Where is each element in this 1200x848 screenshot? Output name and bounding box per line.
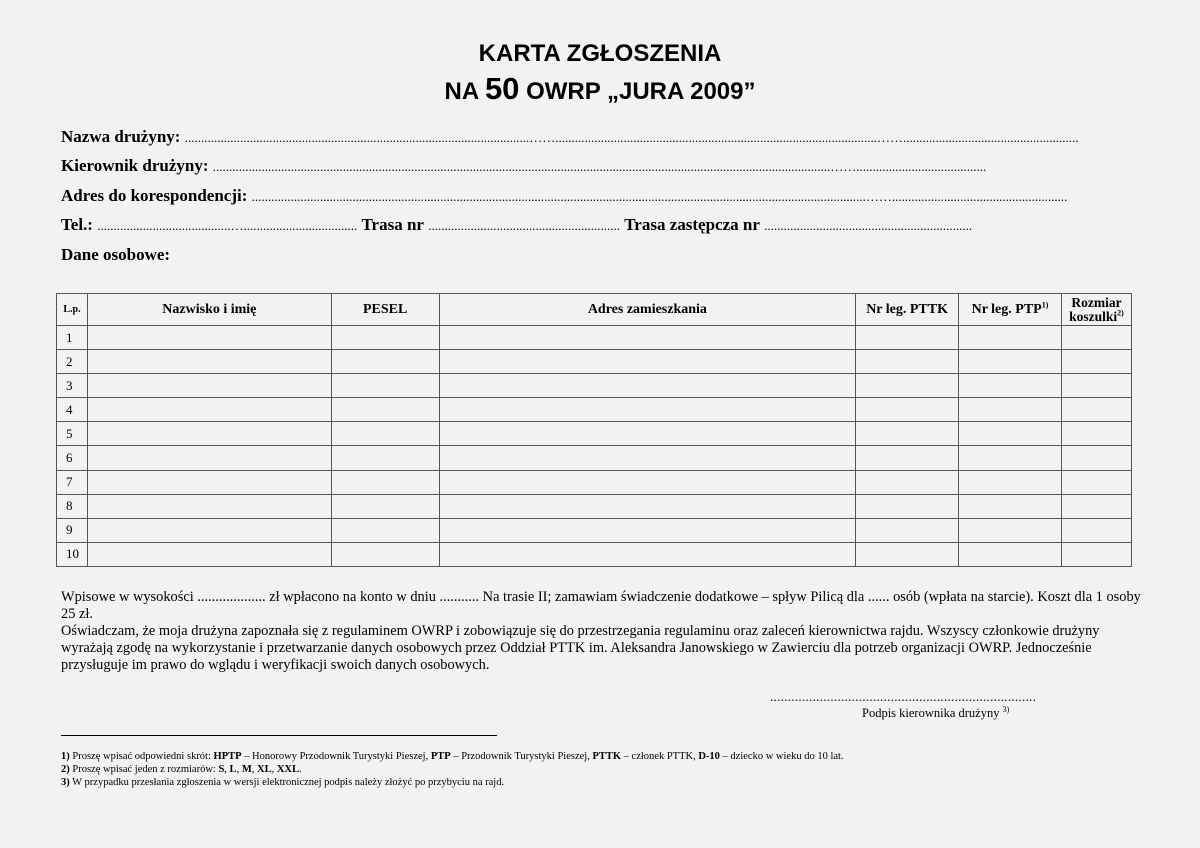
pesel-cell[interactable] — [331, 494, 439, 518]
shirt-size-cell[interactable] — [1061, 374, 1131, 398]
row-number: 7 — [57, 470, 88, 494]
row-number: 1 — [57, 326, 88, 350]
pttk-cell[interactable] — [856, 398, 959, 422]
footnote-number: 1) — [61, 751, 70, 762]
alt-route-label: Trasa zastępcza nr — [624, 215, 760, 234]
header-shirt-size: Rozmiar koszulki$^{2)}$ — [1061, 294, 1131, 326]
signature-line[interactable]: ........................................................................... — [770, 689, 1037, 704]
pesel-cell[interactable] — [331, 470, 439, 494]
footnote-text: , — [251, 764, 257, 775]
name-cell[interactable] — [87, 518, 331, 542]
table-header-row — [57, 294, 1132, 326]
row-number: 4 — [57, 398, 88, 422]
table-row — [57, 470, 1132, 494]
pttk-cell[interactable] — [856, 542, 959, 566]
footnote-3 — [61, 776, 504, 789]
participants-table — [56, 293, 1132, 567]
ptp-cell[interactable] — [959, 350, 1062, 374]
address-cell[interactable] — [439, 398, 856, 422]
tel-label: Tel.: — [61, 215, 93, 234]
row-number: 6 — [57, 446, 88, 470]
table-row — [57, 542, 1132, 566]
table-row — [57, 326, 1132, 350]
footnote-term: S — [218, 764, 225, 775]
signature-label: Podpis kierownika drużyny $^{3)}$ — [862, 704, 1010, 720]
name-cell[interactable] — [87, 326, 331, 350]
table-row — [57, 518, 1132, 542]
shirt-size-cell[interactable] — [1061, 350, 1131, 374]
footnote-number: 2) — [61, 764, 70, 775]
pttk-cell[interactable] — [856, 374, 959, 398]
footnote-text: – członek PTTK, — [621, 751, 699, 762]
team-leader-label: Kierownik drużyny: — [61, 156, 209, 175]
footnote-text: , — [236, 764, 242, 775]
footnote-text: – Przodownik Turystyki Pieszej, — [450, 751, 593, 762]
footnote-text: , — [224, 764, 230, 775]
pttk-cell[interactable] — [856, 422, 959, 446]
address-cell[interactable] — [439, 374, 856, 398]
pesel-cell[interactable] — [331, 542, 439, 566]
footnote-term: HPTP — [213, 751, 242, 762]
footnote-term: XL — [256, 764, 272, 775]
footnote-term: L — [229, 764, 237, 775]
form-title: KARTA ZGŁOSZENIA — [478, 40, 722, 67]
table-row — [57, 494, 1132, 518]
shirt-size-cell[interactable] — [1061, 470, 1131, 494]
pttk-cell[interactable] — [856, 326, 959, 350]
name-cell[interactable] — [87, 470, 331, 494]
ptp-cell[interactable] — [959, 470, 1062, 494]
footnote-2 — [61, 763, 302, 776]
ptp-cell[interactable] — [959, 398, 1062, 422]
address-cell[interactable] — [439, 326, 856, 350]
row-number: 5 — [57, 422, 88, 446]
footnote-text: . — [299, 764, 302, 775]
shirt-size-cell[interactable] — [1061, 398, 1131, 422]
ptp-cell[interactable] — [959, 446, 1062, 470]
footnote-term: M — [241, 764, 252, 775]
header-pttk: Nr leg. PTTK — [856, 294, 959, 326]
correspondence-address-dots: .............................................................................................................................................................................................……...................................................... — [251, 189, 1068, 204]
row-number: 8 — [57, 494, 88, 518]
shirt-size-cell[interactable] — [1061, 326, 1131, 350]
shirt-size-cell[interactable] — [1061, 422, 1131, 446]
pttk-cell[interactable] — [856, 350, 959, 374]
table-row — [57, 374, 1132, 398]
header-ptp: Nr leg. PTP$^{1)}$ — [959, 294, 1062, 326]
shirt-size-cell[interactable] — [1061, 494, 1131, 518]
shirt-size-cell[interactable] — [1061, 518, 1131, 542]
row-number: 9 — [57, 518, 88, 542]
table-row — [57, 398, 1132, 422]
pttk-cell[interactable] — [856, 446, 959, 470]
table-row — [57, 422, 1132, 446]
ptp-cell[interactable] — [959, 374, 1062, 398]
address-cell[interactable] — [439, 470, 856, 494]
pttk-cell[interactable] — [856, 470, 959, 494]
pttk-cell[interactable] — [856, 494, 959, 518]
footnote-1 — [61, 750, 844, 763]
team-name-dots: ..........................................................................................................……...................................................................................................……...................................................... — [184, 130, 1079, 145]
shirt-size-cell[interactable] — [1061, 542, 1131, 566]
pttk-cell[interactable] — [856, 518, 959, 542]
team-name-field[interactable] — [61, 127, 1078, 148]
ptp-cell[interactable] — [959, 542, 1062, 566]
address-cell[interactable] — [439, 494, 856, 518]
footnote-term: PTP — [430, 751, 451, 762]
route-dots[interactable]: ........................................................... — [428, 218, 620, 233]
team-name-label: Nazwa drużyny: — [61, 127, 181, 146]
footnote-term: XXL — [276, 764, 299, 775]
ptp-cell[interactable] — [959, 494, 1062, 518]
footnote-divider — [61, 735, 497, 736]
pesel-cell[interactable] — [331, 350, 439, 374]
address-cell[interactable] — [439, 350, 856, 374]
team-leader-field[interactable] — [61, 156, 986, 177]
footnote-text: – Honorowy Przodownik Turystyki Pieszej, — [241, 751, 431, 762]
contact-route-row — [61, 215, 972, 236]
header-name: Nazwisko i imię — [87, 294, 331, 326]
row-number: 2 — [57, 350, 88, 374]
pesel-cell[interactable] — [331, 518, 439, 542]
footnote-text: – dziecko w wieku do 10 lat. — [719, 751, 844, 762]
pesel-cell[interactable] — [331, 446, 439, 470]
footnote-text: Proszę wpisać jeden z rozmiarów: — [69, 764, 219, 775]
fee-paragraph: Wpisowe w wysokości ................... zł wpłacono na konto w dniu ........... Na trasie II; zamawiam świadczenie dodatkowe – spływ Pilicą dla ...... osób (wpłata na starcie). Koszt dla 1 osoby 25 zł. — [61, 589, 1141, 622]
correspondence-address-field[interactable] — [61, 186, 1067, 207]
team-leader-dots: ..............................................................................................................................................................................................……........................................ — [212, 159, 987, 174]
address-cell[interactable] — [439, 542, 856, 566]
footnote-number: 3) — [61, 777, 70, 788]
header-address: Adres zamieszkania — [439, 294, 856, 326]
correspondence-address-label: Adres do korespondencji: — [61, 186, 248, 205]
address-cell[interactable] — [439, 518, 856, 542]
personal-data-heading: Dane osobowe: — [61, 245, 171, 264]
name-cell[interactable] — [87, 446, 331, 470]
ptp-cell[interactable] — [959, 326, 1062, 350]
address-cell[interactable] — [439, 446, 856, 470]
name-cell[interactable] — [87, 542, 331, 566]
name-cell[interactable] — [87, 422, 331, 446]
name-cell[interactable] — [87, 350, 331, 374]
row-number: 3 — [57, 374, 88, 398]
ptp-cell[interactable] — [959, 518, 1062, 542]
footnote-term: PTTK — [592, 751, 622, 762]
table-row — [57, 446, 1132, 470]
pesel-cell[interactable] — [331, 422, 439, 446]
pesel-cell[interactable] — [331, 398, 439, 422]
footnote-text: W przypadku przesłania zgłoszenia w wersji elektronicznej podpis należy złożyć po przybyciu na rajd. — [69, 777, 505, 788]
name-cell[interactable] — [87, 374, 331, 398]
footnote-text: Proszę wpisać odpowiedni skrót: — [69, 751, 214, 762]
tel-dots[interactable]: .........................................…................................... — [97, 218, 358, 233]
shirt-size-cell[interactable] — [1061, 446, 1131, 470]
address-cell[interactable] — [439, 422, 856, 446]
edition-number: 50 — [484, 71, 520, 106]
header-pesel: PESEL — [331, 294, 439, 326]
declaration-paragraph: Oświadczam, że moja drużyna zapoznała się z regulaminem OWRP i zobowiązuje się do przestrzegania regulaminu oraz zaleceń kierownictwa rajdu. Wszyscy członkowie drużyny wyrażają zgodę na wykorzystanie i przetwarzanie danych osobowych przez Oddział PTTK im. Aleksandra Janowskiego w Zawierciu dla potrzeb organizacji OWRP. Jednocześnie przysługuje im prawo do wglądu i weryfikacji swoich danych osobowych. — [61, 623, 1100, 673]
table-row — [57, 350, 1132, 374]
ptp-cell[interactable] — [959, 422, 1062, 446]
pesel-cell[interactable] — [331, 374, 439, 398]
footnote-text: , — [271, 764, 277, 775]
alt-route-dots[interactable]: ................................................................ — [764, 218, 973, 233]
footnote-term: D-10 — [698, 751, 720, 762]
row-number: 10 — [57, 542, 88, 566]
pesel-cell[interactable] — [331, 326, 439, 350]
header-lp: L.p. — [57, 294, 88, 326]
name-cell[interactable] — [87, 494, 331, 518]
form-subtitle: NA 50 OWRP „JURA 2009” — [444, 71, 756, 106]
route-label: Trasa nr — [361, 215, 424, 234]
name-cell[interactable] — [87, 398, 331, 422]
